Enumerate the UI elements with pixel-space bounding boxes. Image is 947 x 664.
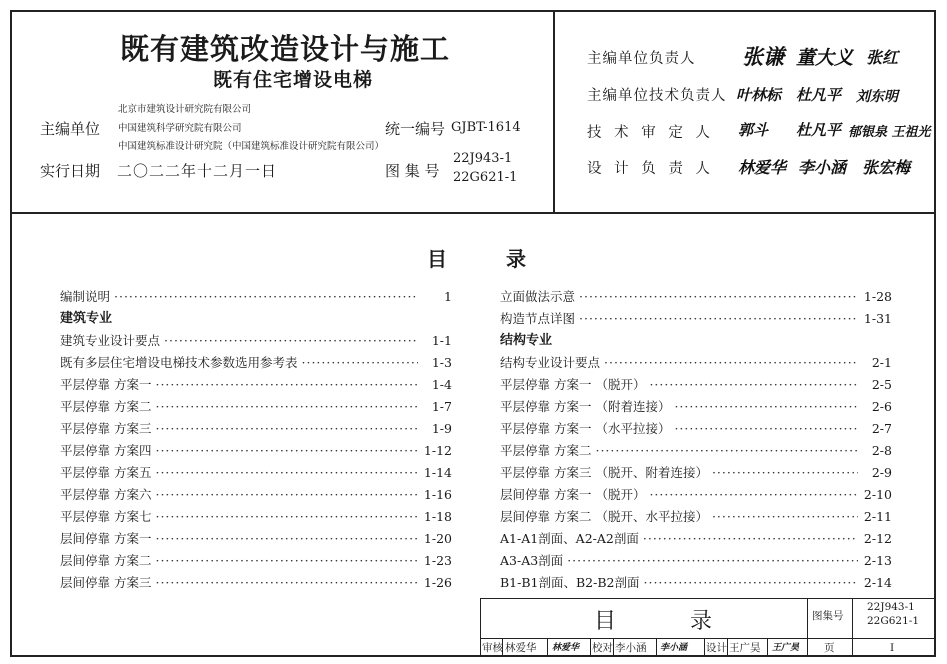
tb-atlas-label: 图集号 <box>812 610 844 622</box>
toc-entry-page: 1-28 <box>863 289 892 304</box>
resp-label-1: 主编单位负责人 <box>587 51 696 67</box>
toc-entry[interactable] <box>60 462 452 484</box>
toc-dot-leader <box>155 506 418 528</box>
tb-rule <box>704 638 705 657</box>
toc-entry[interactable] <box>60 352 452 374</box>
toc-entry[interactable] <box>60 396 452 418</box>
tb-title-2: 录 <box>690 609 713 634</box>
tb-top-rule <box>480 598 936 599</box>
toc-entry-title: 层间停靠 方案二 （脱开、水平拉接） <box>500 509 708 524</box>
signature: 郭斗 <box>738 121 769 139</box>
toc-dot-leader <box>643 528 858 550</box>
tb-review-signature: 林爱华 <box>552 643 580 653</box>
editor-unit-3: 中国建筑标准设计研究院（中国建筑标准设计研究院有限公司） <box>118 141 385 152</box>
toc-entry-title: 建筑专业设计要点 <box>60 333 161 348</box>
toc-entry[interactable] <box>60 550 452 572</box>
signature: 郁银泉 王祖光 <box>848 125 931 140</box>
toc-dot-leader <box>155 440 418 462</box>
toc-entry-page: 2-7 <box>871 421 892 436</box>
tb-design-label: 设计 <box>706 642 727 654</box>
toc-entry-page: 2-12 <box>863 531 892 546</box>
toc-dot-leader <box>579 308 858 330</box>
toc-heading-2: 录 <box>506 247 526 271</box>
toc-entry-page: 1-16 <box>423 487 452 502</box>
toc-entry-page: 1-14 <box>423 465 452 480</box>
toc-dot-leader <box>155 484 418 506</box>
toc-entry-page: 1-7 <box>431 399 452 414</box>
tb-check-label: 校对 <box>592 642 613 654</box>
toc-entry-title: A1-A1剖面、A2-A2剖面 <box>500 531 639 546</box>
toc-dot-leader <box>712 506 858 528</box>
resp-label-3: 技 术 审 定 人 <box>587 125 714 141</box>
toc-entry-title: 平层停靠 方案一 （水平拉接） <box>500 421 671 436</box>
toc-section-heading: 结构专业 <box>500 333 553 348</box>
toc-dot-leader <box>302 352 418 374</box>
tb-check-name: 李小涵 <box>615 642 647 654</box>
tb-design-signature: 王广昊 <box>772 643 800 653</box>
signature: 张宏梅 <box>862 158 911 177</box>
toc-entry[interactable] <box>60 440 452 462</box>
toc-entry-title: 平层停靠 方案七 <box>60 509 152 524</box>
toc-entry[interactable] <box>500 462 892 484</box>
signature: 叶林标 <box>736 86 782 104</box>
toc-entry-page: 2-10 <box>863 487 892 502</box>
toc-dot-leader <box>595 440 858 462</box>
toc-entry-title: A3-A3剖面 <box>500 553 564 568</box>
toc-heading-1: 目 <box>427 247 447 271</box>
toc-entry-title: 既有多层住宅增设电梯技术参数选用参考表 <box>60 355 298 370</box>
tb-check-signature: 李小涵 <box>660 643 688 653</box>
tb-atlas-1: 22J943-1 <box>867 601 915 613</box>
header-divider <box>553 10 555 213</box>
tb-title-1: 目 <box>594 609 617 634</box>
toc-entry-title: 平层停靠 方案二 <box>60 399 152 414</box>
toc-entry-page: 1-23 <box>423 553 452 568</box>
toc-entry[interactable] <box>60 286 452 308</box>
toc-entry[interactable] <box>500 550 892 572</box>
toc-entry-title: 层间停靠 方案三 <box>60 575 152 590</box>
toc-entry-title: 构造节点详图 <box>500 311 576 326</box>
toc-dot-leader <box>155 572 418 594</box>
toc-dot-leader <box>155 396 418 418</box>
toc-dot-leader <box>164 330 418 352</box>
signature: 李小涵 <box>798 158 847 177</box>
toc-entry[interactable] <box>60 418 452 440</box>
serial-value: GJBT-1614 <box>451 120 521 135</box>
toc-entry-title: 平层停靠 方案四 <box>60 443 152 458</box>
tb-rule <box>807 598 808 657</box>
toc-dot-leader <box>155 528 418 550</box>
toc-entry-page: 1-18 <box>423 509 452 524</box>
toc-dot-leader <box>567 550 858 572</box>
toc-dot-leader <box>579 286 858 308</box>
toc-entry[interactable] <box>500 440 892 462</box>
toc-dot-leader <box>604 352 858 374</box>
toc-entry-page: 1-31 <box>863 311 892 326</box>
toc-entry-title: 结构专业设计要点 <box>500 355 601 370</box>
toc-entry-title: 平层停靠 方案一 （附着连接） <box>500 399 671 414</box>
tb-design-name: 王广昊 <box>729 642 761 654</box>
toc-entry-title: 平层停靠 方案二 <box>500 443 592 458</box>
toc-entry-page: 2-14 <box>863 575 892 590</box>
toc-entry[interactable] <box>60 374 452 396</box>
signature: 杜凡平 <box>796 121 842 139</box>
tb-rule <box>656 638 657 657</box>
serial-label: 统一编号 <box>385 120 446 138</box>
toc-dot-leader <box>114 286 418 308</box>
editor-unit-1: 北京市建筑设计研究院有限公司 <box>118 104 252 115</box>
toc-entry-page: 1-12 <box>423 443 452 458</box>
toc-entry-title: 层间停靠 方案一 <box>60 531 152 546</box>
date-value: 二〇二二年十二月一日 <box>117 162 278 180</box>
signature: 刘东明 <box>856 89 898 105</box>
toc-entry-title: 平层停靠 方案五 <box>60 465 152 480</box>
signature: 张谦 <box>742 44 784 69</box>
toc-entry-page: 1-1 <box>431 333 452 348</box>
resp-label-2: 主编单位技术负责人 <box>587 88 727 104</box>
toc-entry-title: 层间停靠 方案二 <box>60 553 152 568</box>
toc-entry[interactable] <box>500 286 892 308</box>
toc-entry[interactable] <box>60 528 452 550</box>
toc-entry[interactable] <box>500 418 892 440</box>
atlas-value-2: 22G621-1 <box>453 170 518 185</box>
toc-entry[interactable] <box>500 374 892 396</box>
resp-label-4: 设 计 负 责 人 <box>587 161 714 177</box>
toc-dot-leader <box>155 418 418 440</box>
toc-entry-page: 1-9 <box>431 421 452 436</box>
toc-entry-page: 1-4 <box>431 377 452 392</box>
toc-dot-leader <box>155 374 418 396</box>
toc-entry[interactable] <box>60 330 452 352</box>
toc-entry[interactable] <box>500 308 892 330</box>
tb-rule <box>852 598 853 657</box>
toc-entry-page: 2-5 <box>871 377 892 392</box>
date-label: 实行日期 <box>40 162 101 180</box>
toc-dot-leader <box>155 550 418 572</box>
tb-review-name: 林爱华 <box>505 642 537 654</box>
tb-rule <box>767 638 768 657</box>
toc-entry[interactable] <box>60 506 452 528</box>
signature: 张红 <box>866 48 899 67</box>
toc-entry-title: 平层停靠 方案一 <box>60 377 152 392</box>
toc-entry-page: 1 <box>444 289 452 304</box>
toc-entry[interactable] <box>60 572 452 594</box>
toc-dot-leader <box>644 572 858 594</box>
toc-entry-page: 2-11 <box>863 509 892 524</box>
header-bottom-rule <box>10 212 936 214</box>
toc-entry-page: 2-1 <box>871 355 892 370</box>
document-subtitle: 既有住宅增设电梯 <box>213 69 374 91</box>
document-title: 既有建筑改造设计与施工 <box>120 32 451 66</box>
toc-entry-title: B1-B1剖面、B2-B2剖面 <box>500 575 640 590</box>
tb-page-value: I <box>890 642 895 654</box>
atlas-value-1: 22J943-1 <box>453 151 513 166</box>
toc-entry[interactable] <box>500 572 892 594</box>
toc-entry-title: 平层停靠 方案三 <box>60 421 152 436</box>
toc-entry-page: 2-6 <box>871 399 892 414</box>
tb-rule <box>613 638 614 657</box>
toc-entry[interactable] <box>500 506 892 528</box>
toc-entry[interactable] <box>500 484 892 506</box>
toc-entry-title: 平层停靠 方案一 （脱开） <box>500 377 646 392</box>
signature: 董大义 <box>796 47 854 69</box>
toc-entry-title: 层间停靠 方案一 （脱开） <box>500 487 646 502</box>
toc-dot-leader <box>649 374 858 396</box>
toc-entry-title: 立面做法示意 <box>500 289 576 304</box>
toc-entry-page: 2-8 <box>871 443 892 458</box>
toc-dot-leader <box>674 418 858 440</box>
toc-entry-title: 平层停靠 方案六 <box>60 487 152 502</box>
editor-label: 主编单位 <box>40 120 101 138</box>
toc-dot-leader <box>712 462 858 484</box>
atlas-label: 图 集 号 <box>385 162 440 180</box>
toc-entry[interactable] <box>500 528 892 550</box>
toc-entry-title: 编制说明 <box>60 289 111 304</box>
toc-entry-title: 平层停靠 方案三 （脱开、附着连接） <box>500 465 708 480</box>
editor-unit-2: 中国建筑科学研究院有限公司 <box>118 123 242 134</box>
toc-entry[interactable] <box>60 484 452 506</box>
signature: 林爱华 <box>738 158 787 177</box>
tb-page-label: 页 <box>824 642 835 654</box>
tb-atlas-2: 22G621-1 <box>867 615 920 627</box>
toc-section-heading: 建筑专业 <box>60 311 113 326</box>
toc-dot-leader <box>674 396 858 418</box>
toc-entry-page: 1-20 <box>423 531 452 546</box>
toc-dot-leader <box>155 462 418 484</box>
tb-rule <box>547 638 548 657</box>
tb-review-label: 审核 <box>482 642 503 654</box>
toc-entry-page: 1-3 <box>431 355 452 370</box>
tb-left-rule <box>480 598 481 657</box>
tb-rule <box>590 638 591 657</box>
toc-entry[interactable] <box>500 396 892 418</box>
signature: 杜凡平 <box>796 86 842 104</box>
toc-entry-page: 1-26 <box>423 575 452 590</box>
tb-rule <box>727 638 728 657</box>
toc-dot-leader <box>649 484 858 506</box>
toc-entry-page: 2-9 <box>871 465 892 480</box>
toc-entry[interactable] <box>500 352 892 374</box>
toc-entry-page: 2-13 <box>863 553 892 568</box>
